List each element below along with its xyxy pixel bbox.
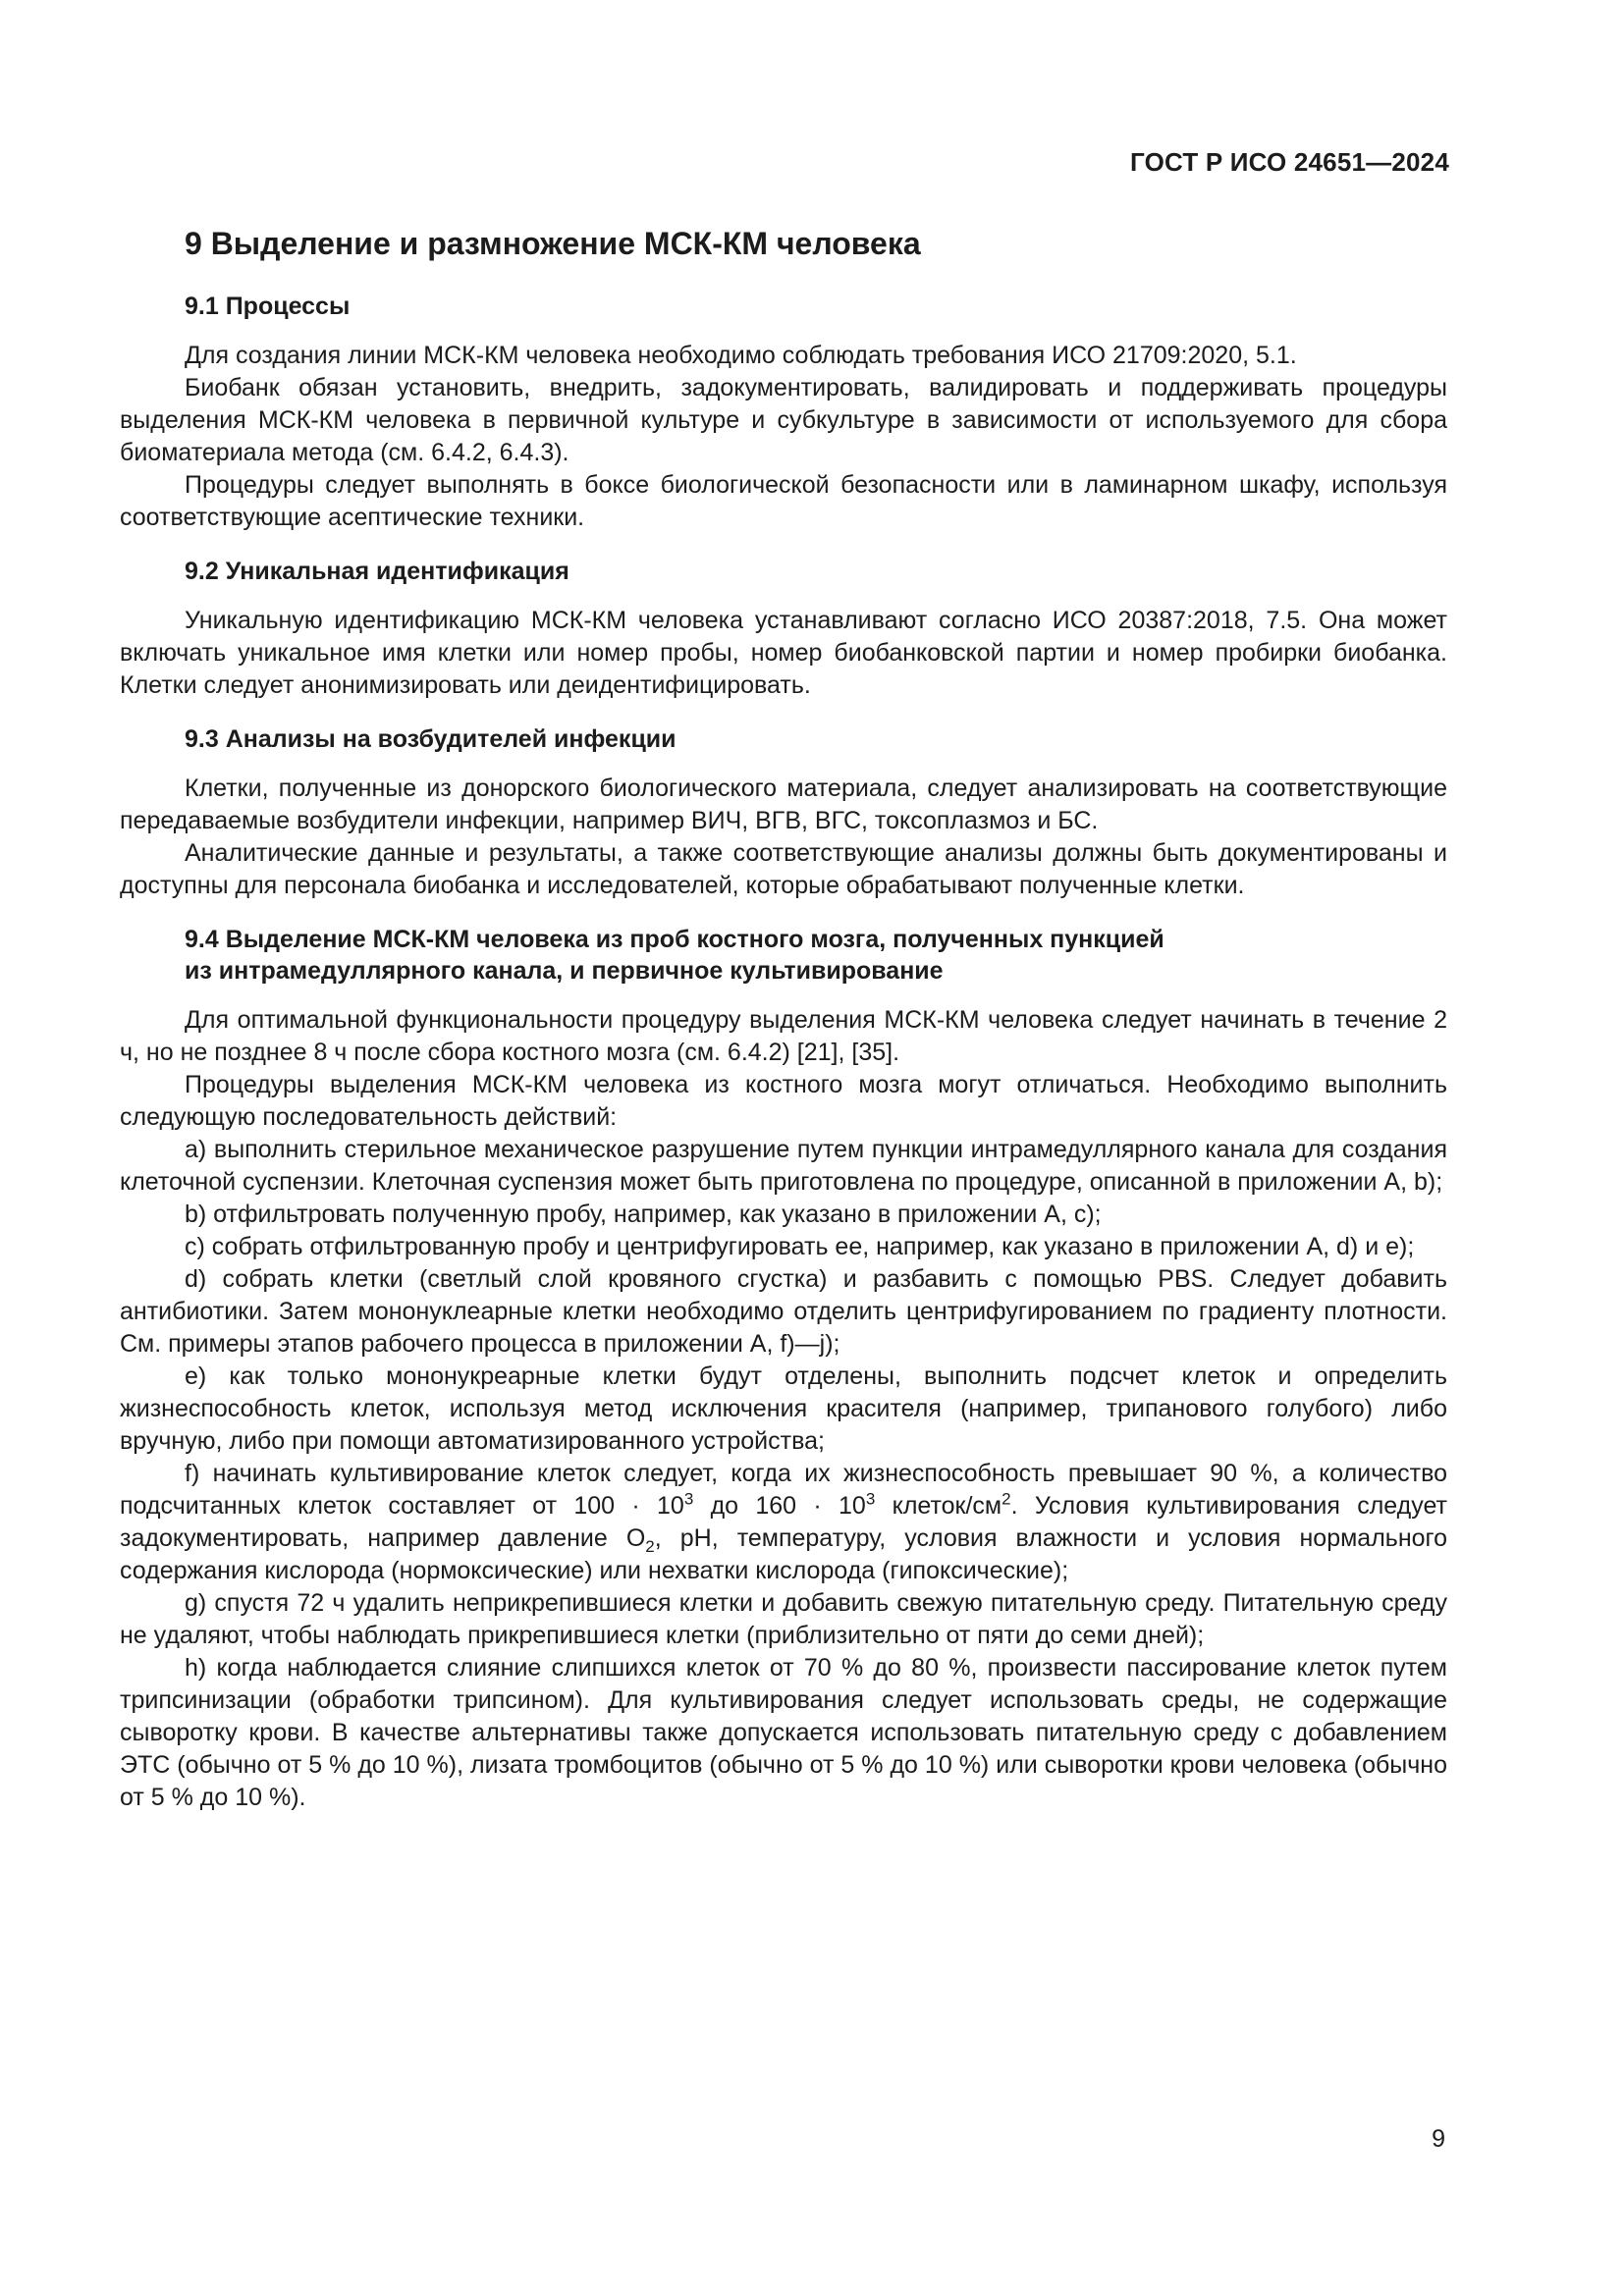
paragraph: Аналитические данные и результаты, а также соответствующие анализы должны быть документированы и доступны для персонала биобанка и исследователей, которые обрабатывают полученные клетки. <box>120 839 1447 899</box>
paragraph: Для создания линии МСК-КМ человека необходимо соблюдать требования ИСО 21709:2020, 5.1. <box>185 342 1297 369</box>
list-item-f-text-5: , pH, температуру, условия влажности и условия нормального содержания кислорода (нормоксические) или нехватки кислорода (гипоксические); <box>120 1524 1448 1584</box>
section-9-1-title: 9.1 Процессы <box>185 293 351 320</box>
list-item-f <box>120 1458 1447 1587</box>
list-item-d: d) собрать клетки (светлый слой кровяного сгустка) и разбавить с помощью PBS. Следует добавить антибиотики. Затем мононуклеарные клетки необходимо отделить центрифугированием по градиенту плотности. См. примеры этапов рабочего процесса в приложении А, f)—j); <box>120 1265 1447 1358</box>
section-9-3-title: 9.3 Анализы на возбудителей инфекции <box>185 725 677 753</box>
list-item-b: b) отфильтровать полученную пробу, например, как указано в приложении А, с); <box>185 1201 1102 1228</box>
section-9-4-title-line2: из интрамедуллярного канала, и первичное культивирование <box>185 957 944 985</box>
superscript: 3 <box>683 1489 694 1509</box>
section-9-2-title: 9.2 Уникальная идентификация <box>185 558 569 585</box>
paragraph: Клетки, полученные из донорского биологического материала, следует анализировать на соответствующие передаваемые возбудители инфекции, например ВИЧ, ВГВ, ВГС, токсоплазмоз и БС. <box>120 774 1447 834</box>
paragraph: Биобанк обязан установить, внедрить, задокументировать, валидировать и поддерживать процедуры выделения МСК-КМ человека в первичной культуре и субкультуре в зависимости от используемого для сбора биоматериала метода (см. 6.4.2, 6.4.3). <box>120 374 1447 466</box>
paragraph: Процедуры следует выполнять в боксе биологической безопасности или в ламинарном шкафу, используя соответствующие асептические техники. <box>120 471 1447 531</box>
paragraph: Уникальную идентификацию МСК-КМ человека устанавливают согласно ИСО 20387:2018, 7.5. Она может включать уникальное имя клетки или номер пробы, номер биобанковской партии и номер пробирки биобанка. Клетки следует анонимизировать или деидентифицировать. <box>120 607 1447 699</box>
superscript: 3 <box>865 1489 876 1509</box>
list-item-e: е) как только мононукреарные клетки будут отделены, выполнить подсчет клеток и определить жизнеспособность клеток, используя метод исключения красителя (например, трипанового голубого) либо вручную, либо при помощи автоматизированного устройства; <box>120 1362 1447 1455</box>
list-item-c: с) собрать отфильтрованную пробу и центрифугировать ее, например, как указано в приложении А, d) и е); <box>185 1233 1415 1260</box>
paragraph: Процедуры выделения МСК-КМ человека из костного мозга могут отличаться. Необходимо выполнить следующую последовательность действий: <box>120 1071 1447 1131</box>
list-item-f-text-1: f) начинать культивирование клеток следует, когда их жизнеспособность превышает 90 %, а количество подсчитанных клеток составляет от 100 · 10 <box>120 1460 1447 1520</box>
superscript: 2 <box>1001 1489 1011 1509</box>
section-9-title: 9 Выделение и размножение МСК-КМ человека <box>185 226 921 261</box>
section-9-4-title <box>185 924 1447 987</box>
standard-code: ГОСТ Р ИСО 24651—2024 <box>1129 147 1449 177</box>
list-item-h: h) когда наблюдается слияние слипшихся клеток от 70 % до 80 %, произвести пассирование клеток путем трипсинизации (обработки трипсином). Для культивирования следует использовать среды, не содержащие сыворотку крови. В качестве альтернативы также допускается использовать питательную среду с добавлением ЭТС (обычно от 5 % до 10 %), лизата тромбоцитов (обычно от 5 % до 10 %) или сыворотки крови человека (обычно от 5 % до 10 %). <box>120 1654 1447 1811</box>
list-item-a: а) выполнить стерильное механическое разрушение путем пункции интрамедуллярного канала для создания клеточной суспензии. Клеточная суспензия может быть приготовлена по процедуре, описанной в приложении А, b); <box>120 1136 1447 1196</box>
subscript: 2 <box>645 1537 655 1556</box>
page-number: 9 <box>1432 2125 1445 2153</box>
paragraph: Для оптимальной функциональности процедуру выделения МСК-КМ человека следует начинать в течение 2 ч, но не позднее 8 ч после сбора костного мозга (см. 6.4.2) [21], [35]. <box>120 1006 1447 1066</box>
section-9-4-title-line1: 9.4 Выделение МСК-КМ человека из проб костного мозга, полученных пункцией <box>185 926 1164 953</box>
page-content <box>120 224 1447 1814</box>
list-item-g: g) спустя 72 ч удалить неприкрепившиеся клетки и добавить свежую питательную среду. Питательную среду не удаляют, чтобы наблюдать прикрепившиеся клетки (приблизительно от пяти до семи дней); <box>120 1589 1447 1649</box>
list-item-f-text-2: до 160 · 10 <box>693 1492 866 1520</box>
list-item-f-text-4: . Условия культивирования следует задокументировать, например давление О <box>120 1492 1447 1552</box>
list-item-f-text-3: клеток/см <box>875 1492 1002 1520</box>
